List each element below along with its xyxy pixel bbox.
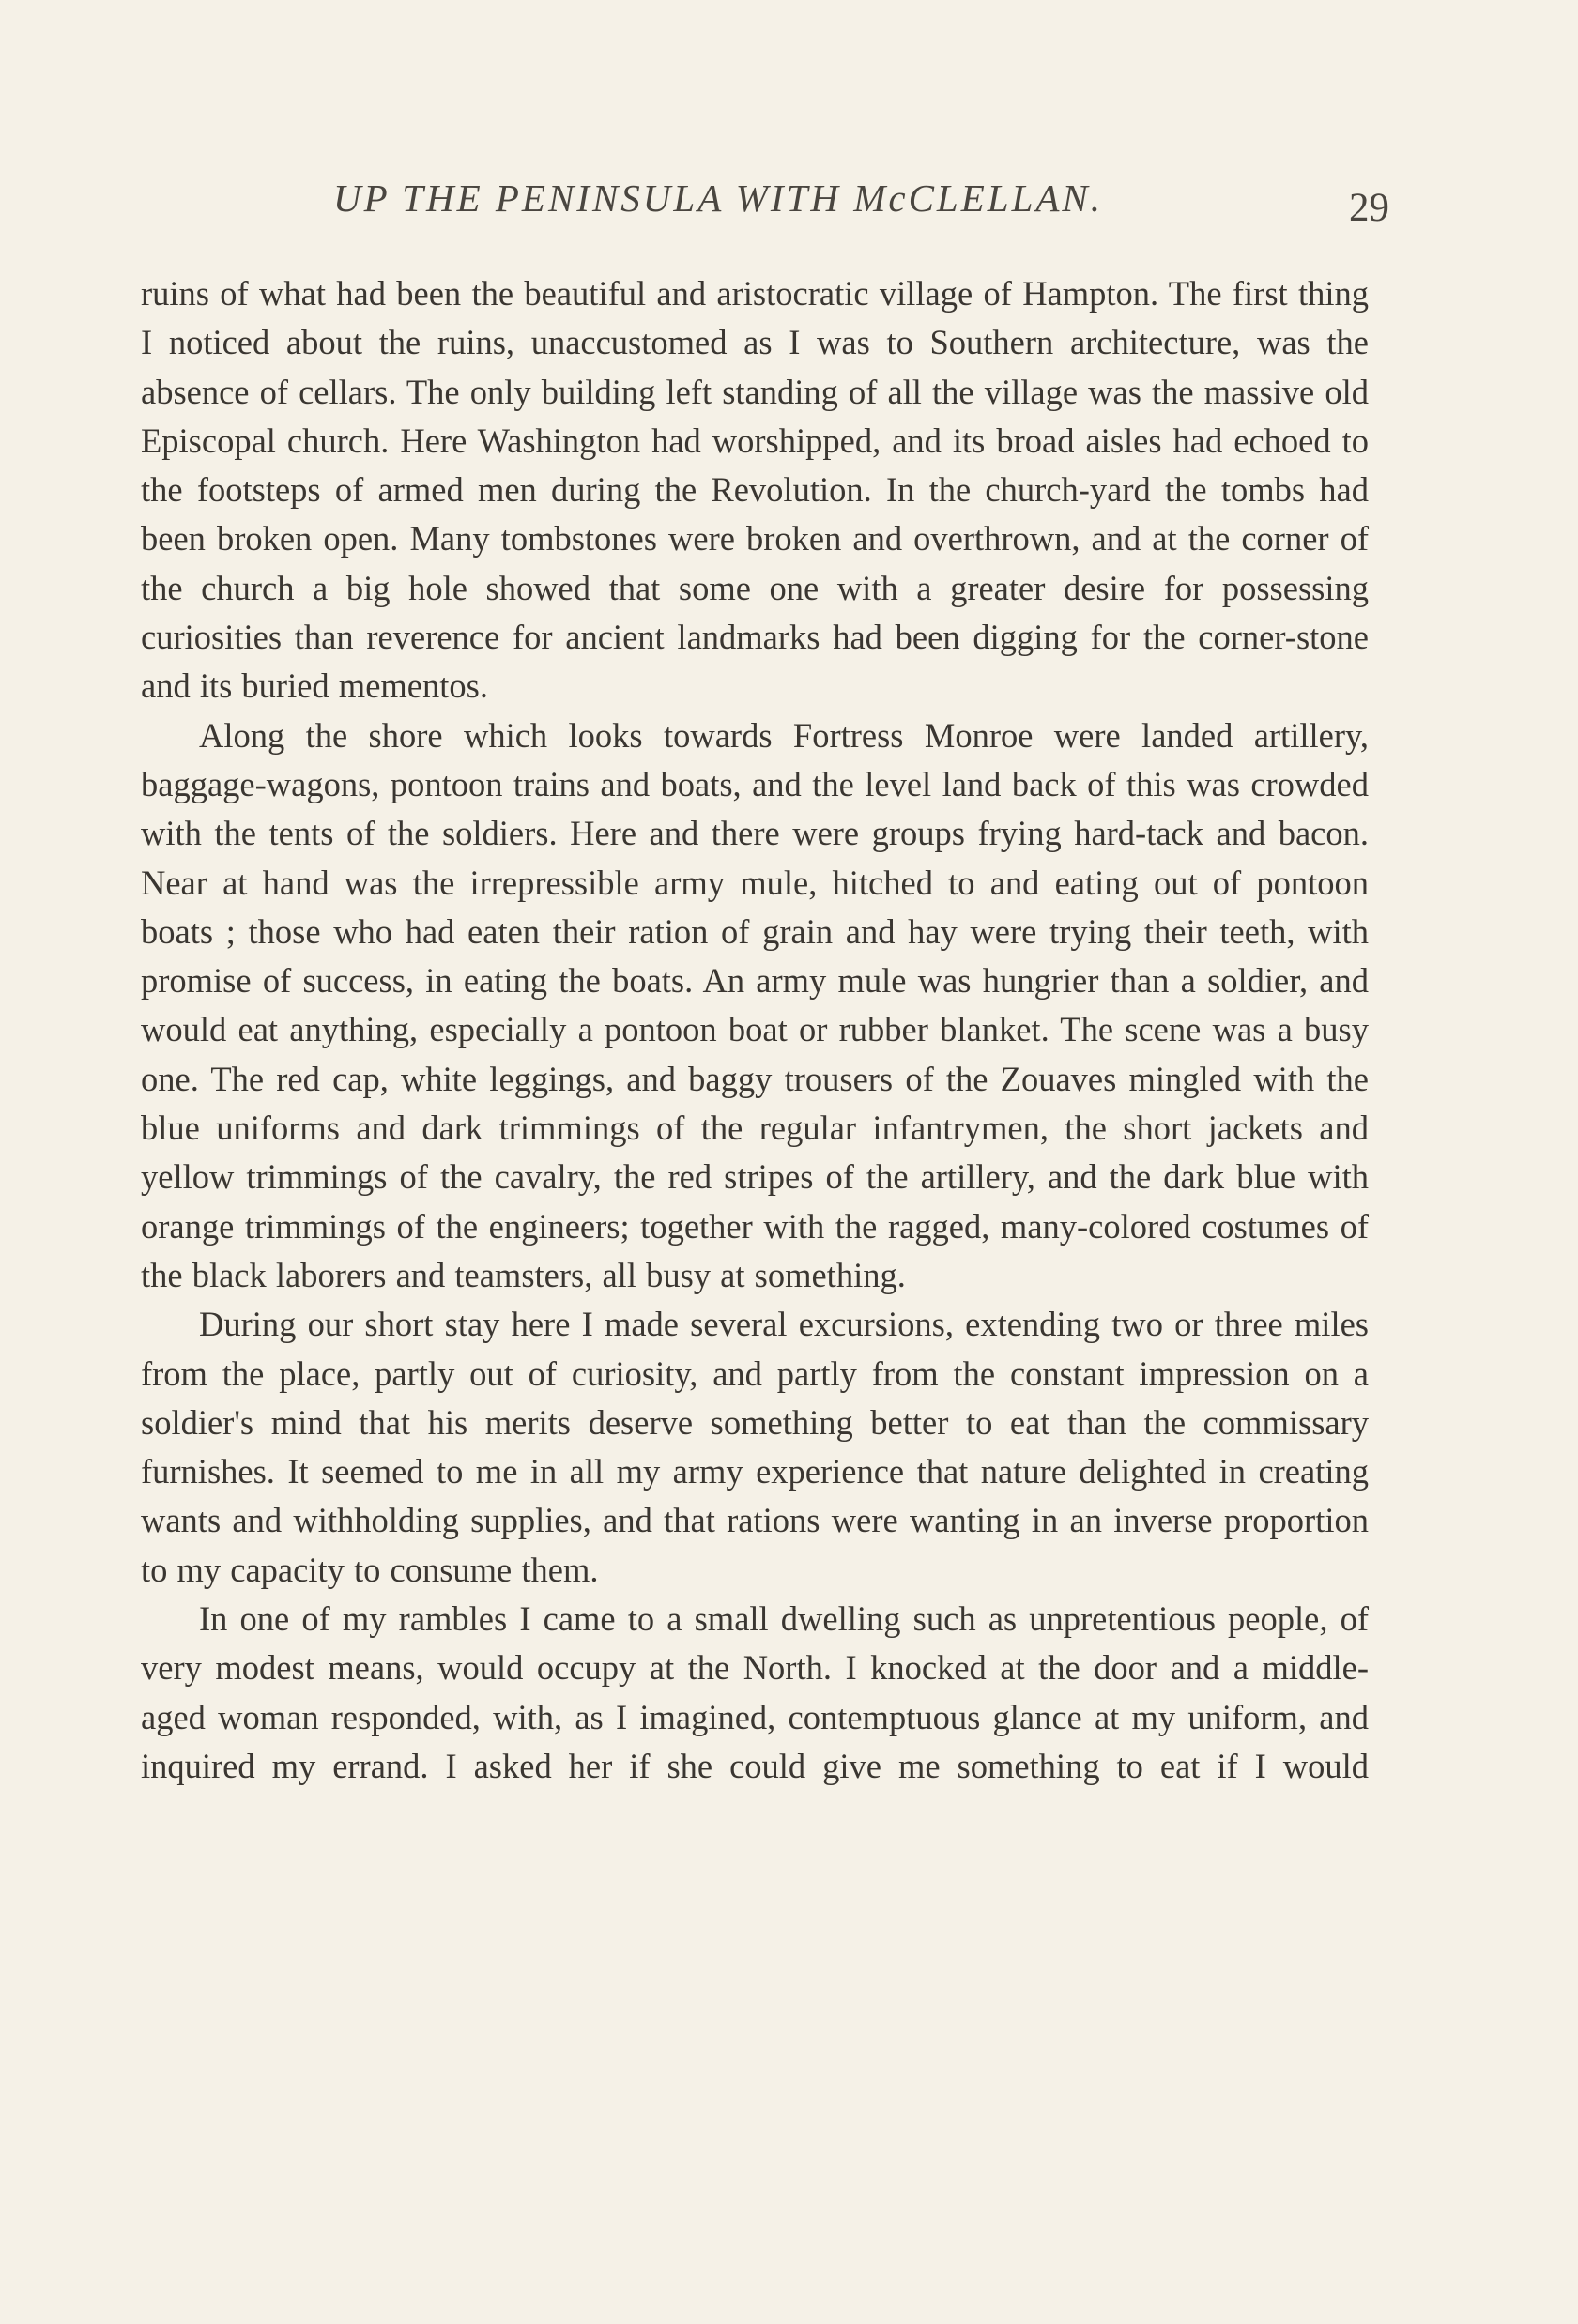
page-number: 29 xyxy=(1349,186,1389,230)
page-header xyxy=(141,172,1389,237)
running-title: UP THE PENINSULA WITH McCLELLAN. xyxy=(333,176,1104,220)
paragraph-rambles: In one of my rambles I came to a small dwelling such as unpretentious people, of very modest means, would occupy at the North. I knocked at the door and a middle-aged woman responded, with, as I imagined, contemptuous glance at my uniform, and inquired my errand. I asked her if she could give me something to eat if I would xyxy=(141,1599,1369,1785)
paragraph-continued: ruins of what had been the beautiful and aristocratic village of Hampton. The first thing I noticed about the ruins, unaccustomed as I was to Southern architecture, was the absence of cellars. The only building left standing of all the village was the massive old Episcopal church. Here Washington had worshipped, and its broad aisles had echoed to the footsteps of armed men during the Revolution. In the church-yard the tombs had been broken open. Many tombstones were broken and overthrown, and at the corner of the church a big hole showed that some one with a greater desire for possessing curiosities than reverence for ancient landmarks had been digging for the corner-stone and its buried mementos. xyxy=(141,274,1369,706)
paragraph-excursions: During our short stay here I made several excursions, extending two or three miles from the place, partly out of curiosity, and partly from the constant impression on a soldier's mind that his merits deserve something better to eat than the commissary furnishes. It seemed to me in all my army experience that nature delighted in creating wants and withholding supplies, and that rations were wanting in an inverse proportion to my capacity to consume them. xyxy=(141,1305,1369,1589)
paragraph-shore-scene: Along the shore which looks towards Fortress Monroe were landed artillery, baggage-wagons, pontoon trains and boats, and the level land back of this was crowded with the tents of the soldiers. Here and there were groups frying hard-tack and bacon. Near at hand was the irrepressible army mule, hitched to and eating out of pontoon boats ; those who had eaten their ration of grain and hay were trying their teeth, with promise of success, in eating the boats. An army mule was hungrier than a soldier, and would eat anything, especially a pontoon boat or rubber blanket. The scene was a busy one. The red cap, white leggings, and baggy trousers of the Zouaves mingled with the blue uniforms and dark trimmings of the regular infantrymen, the short jackets and yellow trimmings of the cavalry, the red stripes of the artillery, and the dark blue with orange trimmings of the engineers; together with the ragged, many-colored costumes of the black laborers and teamsters, all busy at something. xyxy=(141,715,1369,1294)
body-text xyxy=(141,269,1369,1791)
